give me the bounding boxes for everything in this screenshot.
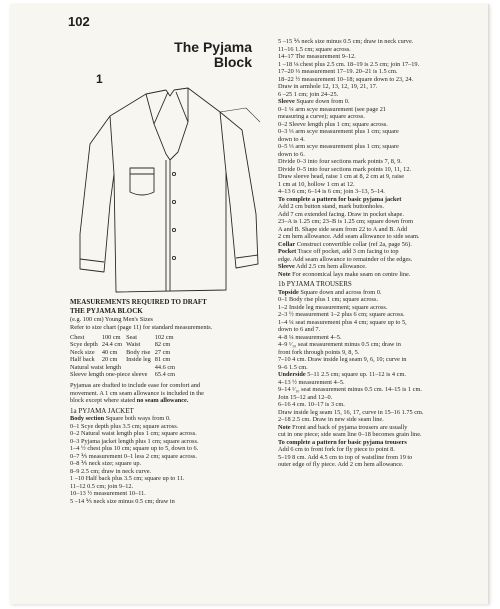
measurements-heading-2: THE PYJAMA BLOCK: [70, 307, 143, 315]
table-row: [70, 364, 179, 371]
instruction-line: 8–9 2.5 cm; draw in neck curve.: [70, 467, 152, 475]
instruction-line: 4–13 6 cm; 6–14 is 6 cm; join 3–13, 5–14.: [278, 188, 385, 195]
instruction-line: Divide 0–3 into four sections mark points 7, 8, 9.: [278, 158, 402, 165]
table-row: [70, 356, 179, 363]
instruction-line: 18–22 ½ measurement 10–18; square down to 23, 24.: [278, 75, 414, 83]
measure-label: Chest: [70, 334, 85, 341]
instruction-line: 0–3 ⅓ arm scye measurement plus 1 cm; square: [278, 128, 399, 135]
body-section-line: [70, 415, 270, 423]
instruction-line: Add 7 cm extended facing. Draw in pocket shape.: [278, 210, 404, 218]
pyjama-jacket-illustration: [70, 64, 270, 294]
instruction-line: 0–7 ⅕ measurement 0–1 less 2 cm; square across.: [70, 452, 197, 460]
subheading: To complete a pattern for basic pyjama jacket: [278, 195, 402, 203]
instruction-line: 0–2 Sleeve length plus 1 cm; square across.: [278, 120, 388, 128]
instruction-line: down to 6.: [278, 150, 305, 158]
instruction-line: cut in one piece; side seam line 0–18 becomes grain line.: [278, 431, 422, 438]
instruction-line: 9–6 1.5 cm.: [278, 363, 308, 371]
measure-label: Seat: [126, 334, 137, 341]
subheading: Topside: [278, 288, 299, 296]
figure-number: 1: [96, 72, 103, 86]
table-row: [70, 349, 179, 356]
instruction-text: For economical lays make seam on centre line.: [290, 270, 411, 278]
underside-instructions: [278, 379, 488, 424]
instruction-line: 1–2 Inside leg measurement; square across.: [278, 303, 388, 311]
instruction-line: down to 6 and 7.: [278, 326, 321, 333]
subheading: Note: [278, 423, 291, 431]
title-line-2: Block: [213, 54, 252, 70]
measure-label: Sleeve length one-piece sleeve: [70, 371, 148, 379]
instruction-text: Construct convertible collar (ref 2a, page 56).: [295, 240, 412, 248]
instruction-text: Square down and across from 0.: [298, 288, 382, 296]
book-page: [10, 4, 489, 604]
measure-value: 20 cm: [101, 356, 118, 364]
instruction-text: Front and back of pyjama trousers are usually: [290, 423, 408, 431]
instruction-line: Add 6 cm to front fork for fly piece to point 8.: [278, 446, 395, 453]
instruction-text: Square down from 0.: [294, 98, 350, 105]
collar-line: [278, 241, 488, 249]
table-row: [70, 371, 179, 378]
measure-label: Scye depth: [70, 341, 98, 349]
subheading: Underside: [278, 371, 306, 378]
instruction-line: 0–2 Natural waist length plus 1 cm; square across.: [70, 430, 197, 438]
complete-jacket-heading: [278, 196, 488, 204]
instruction-line: 0–1 ¼ arm scye measurement (see page 21: [278, 105, 387, 113]
measure-label: Half back: [70, 356, 95, 364]
instruction-line: front fork through points 9, 8, 5.: [278, 348, 360, 356]
measure-value: 82 cm: [154, 341, 171, 349]
note-line-3: [70, 397, 270, 405]
instruction-line: 23–A is 1.25 cm; 23–B is 1.25 cm; square down from: [278, 218, 414, 225]
measure-label: Natural waist length: [70, 363, 122, 371]
measure-label: Body rise: [126, 348, 151, 356]
subheading: Collar: [278, 240, 296, 248]
topside-instructions: [278, 296, 488, 371]
measure-value: 27 cm: [154, 348, 171, 356]
pocket-line: [278, 248, 488, 256]
instruction-line: 5 –15 ⅕ neck size minus 0.5 cm; draw in neck curve.: [278, 38, 414, 45]
topside-line: [278, 289, 488, 297]
instruction-line: 4–9 ¹⁄₁₀ seat measurement minus 0.5 cm; draw in: [278, 341, 401, 348]
complete-trousers-heading: [278, 439, 488, 447]
intro-line-2: Refer to size chart (page 11) for standard measurements.: [70, 323, 213, 331]
instruction-line: 0–1 Body rise plus 1 cm; square across.: [278, 296, 379, 303]
subheading: Sleeve: [278, 98, 295, 105]
note-text: block except where stated: [70, 397, 137, 405]
right-column: [278, 38, 488, 469]
instruction-line: 1–4 ¼ seat measurement plus 4 cm; square up to 5,: [278, 318, 407, 326]
instruction-line: 4–13 ½ measurement 4–5.: [278, 378, 345, 386]
measure-value: 102 cm: [154, 334, 174, 341]
subheading: To complete a pattern for basic pyjama trousers: [278, 438, 407, 446]
table-row: [70, 341, 179, 348]
page-number: 102: [68, 14, 90, 29]
subheading: Body section: [70, 415, 105, 423]
section-1a-heading: 1a PYJAMA JACKET: [70, 406, 134, 415]
instruction-line: 11–12 0.5 cm; join 9–12.: [70, 482, 134, 490]
subheading: Sleeve: [278, 263, 295, 270]
instruction-line: 11–16 1.5 cm; square across.: [278, 45, 351, 53]
measure-value: 65.4 cm: [154, 371, 176, 379]
instruction-text: Add 2.5 cm hem allowance.: [294, 263, 367, 270]
measure-label: Inside leg: [126, 356, 151, 364]
intro-line-1: (e.g. 100 cm) Young Men's Sizes: [70, 316, 153, 323]
instruction-line: 4–8 ¼ measurement 4–5.: [278, 333, 342, 341]
instruction-line: 7–10 4 cm. Draw inside leg seam 9, 6, 10; curve in: [278, 356, 407, 363]
instruction-line: 10–13 ½ measurement 10–11.: [70, 490, 146, 498]
note-line: [278, 271, 488, 279]
measure-value: 40 cm: [101, 348, 118, 356]
measure-label: Waist: [126, 341, 141, 349]
jacket-body-continued: [278, 38, 488, 98]
measurements-table: [70, 334, 179, 378]
instruction-text: Square both ways from 0.: [104, 415, 171, 423]
instruction-line: 17–20 ⅓ measurement 17–19. 20–21 is 1.5 cm.: [278, 68, 398, 75]
measure-value: 81 cm: [154, 356, 171, 364]
instruction-line: Draw inside leg seam 15, 16, 17, curve in 15–16 1.75 cm.: [278, 408, 424, 416]
instruction-line: Divide 0–5 into four sections mark points 10, 11, 12.: [278, 165, 412, 173]
instruction-line: 0–5 ⅓ arm scye measurement plus 1 cm; square: [278, 143, 399, 150]
left-column: [70, 298, 270, 505]
sleeve-hem-line: [278, 263, 488, 271]
complete-jacket-instructions: [278, 203, 488, 241]
measure-value: 100 cm: [101, 334, 121, 341]
instruction-line: Join 15–12 and 12–0.: [278, 393, 333, 401]
instruction-line: 5 –14 ⅕ neck size minus 0.5 cm; draw in: [70, 497, 175, 505]
sleeve-instructions: [278, 106, 488, 196]
measurements-heading-1: MEASUREMENTS REQUIRED TO DRAFT: [70, 298, 207, 306]
subheading: Pocket: [278, 248, 297, 255]
jacket-instructions: [70, 423, 270, 506]
instruction-line: 1 –10 Half back plus 3.5 cm; square up to 11.: [70, 475, 185, 483]
instruction-line: 0–1 Scye depth plus 3.5 cm; square across.: [70, 422, 179, 430]
measure-label: Neck size: [70, 348, 95, 356]
instruction-line: down to 4.: [278, 135, 305, 143]
underside-line: [278, 371, 488, 379]
instruction-line: 9–14 ¹⁄₁₀ seat measurement minus 0.5 cm. 14–15 is 1 cm.: [278, 386, 422, 393]
table-row: [70, 334, 179, 341]
instruction-line: Add 2 cm button stand, mark buttonholes.: [278, 203, 384, 210]
sleeve-section-line: [278, 98, 488, 106]
instruction-line: 5–19 8 cm. Add 4.5 cm to top of waistline from 19 to: [278, 453, 413, 461]
instruction-line: outer edge of fly piece. Add 2 cm hem allowance.: [278, 461, 404, 468]
instruction-line: 0–8 ⅕ neck size; square up.: [70, 460, 142, 468]
instruction-line: measuring a curve); square across.: [278, 113, 365, 120]
instruction-line: 6–16 4 cm. 10–17 is 3 cm.: [278, 401, 345, 408]
instruction-line: 2–3 ½ measurement 1–2 plus 6 cm; square across.: [278, 311, 405, 318]
note-emphasis: no seam allowance.: [136, 397, 189, 405]
instruction-line: 2–18 2.5 cm. Draw in new side seam line.: [278, 416, 384, 423]
instruction-line: 1–4 ½ chest plus 10 cm; square up to 5, down to 6.: [70, 445, 199, 453]
note-2-line: [278, 424, 488, 432]
instruction-line: 1 –18 ⅛ chest plus 2.5 cm. 18–19 is 2.5 cm; join 17–19.: [278, 60, 420, 68]
instruction-text: 5–11 2.5 cm; square up. 11–12 is 4 cm.: [305, 371, 406, 378]
note-line-2: movement. A 1 cm seam allowance is included in the: [70, 389, 204, 397]
measure-value: 24.4 cm: [101, 341, 123, 349]
instruction-line: 1 cm at 10, hollow 1 cm at 12.: [278, 180, 355, 188]
title-line-1: The Pyjama: [174, 39, 252, 55]
section-1b-heading: 1b PYJAMA TROUSERS: [278, 280, 352, 288]
instruction-line: edge. Add seam allowance to remainder of the edges.: [278, 255, 413, 263]
instruction-line: Draw in armhole 12, 13, 12, 19, 21, 17.: [278, 83, 378, 90]
complete-trousers-instructions: [278, 446, 488, 469]
instruction-line: 14–17 The measurement 9–12.: [278, 53, 356, 60]
instruction-line: 6 –25 1 cm; join 24–25.: [278, 90, 339, 98]
instruction-text: Trace off pocket, add 3 cm facing to top: [296, 248, 399, 255]
instruction-line: 2 cm hem allowance. Add seam allowance to side seam.: [278, 233, 420, 240]
instruction-line: Draw sleeve head, raise 1 cm at 8, 2 cm at 9, raise: [278, 173, 405, 180]
note-line-1: Pyjamas are drafted to include ease for comfort and: [70, 382, 201, 390]
measure-value: 44.6 cm: [154, 363, 176, 371]
instruction-line: 0–3 Pyjama jacket length plus 1 cm; square across.: [70, 437, 199, 445]
instruction-line: A and B. Shape side seam from 22 to A and B. Add: [278, 225, 408, 233]
subheading: Note: [278, 270, 291, 278]
